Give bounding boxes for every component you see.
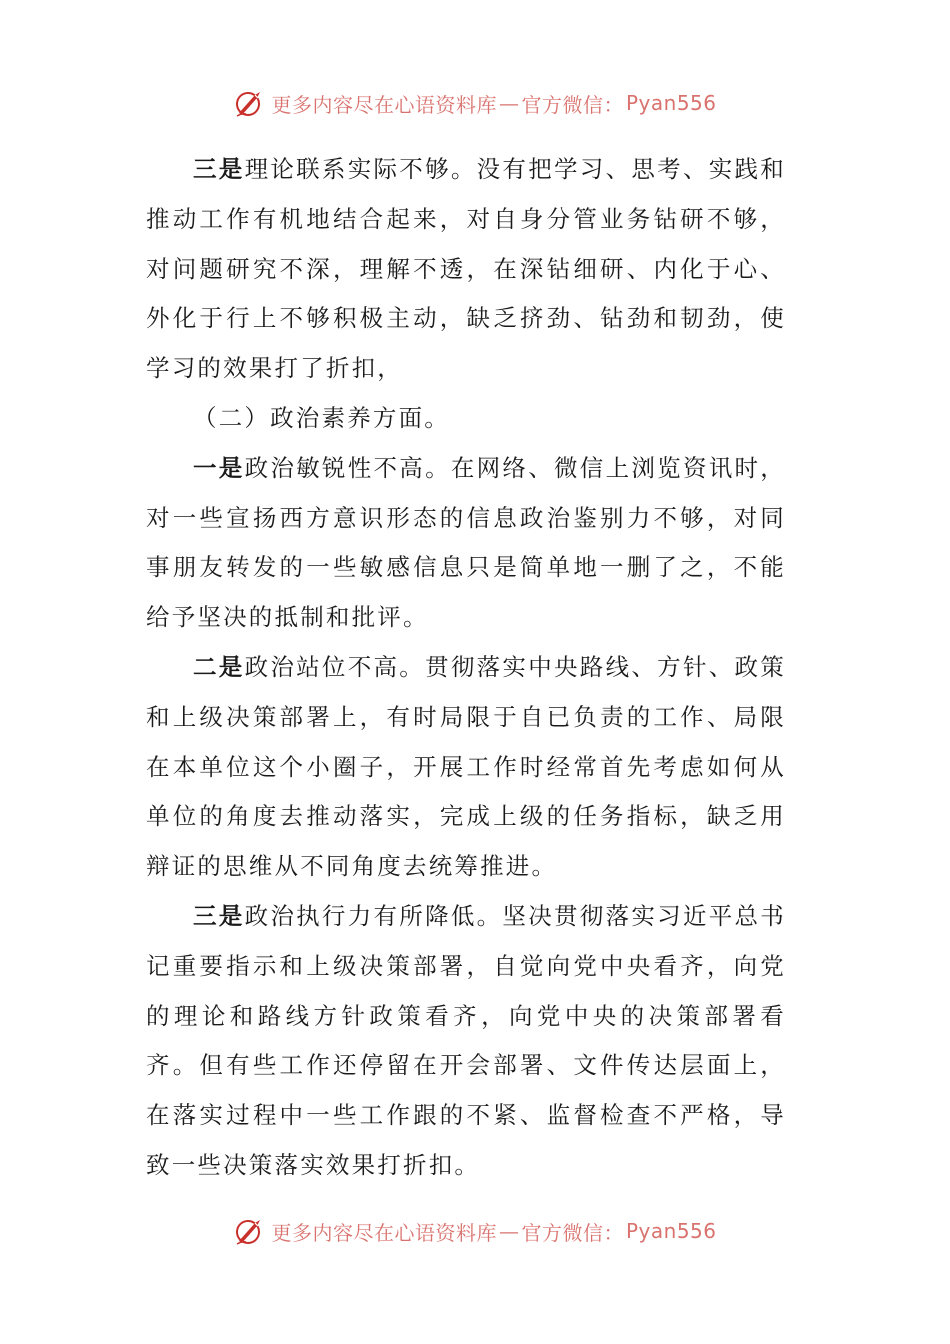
banner-dash: —	[498, 1219, 520, 1243]
paragraph-2-shi-position	[146, 643, 786, 892]
section-heading-political: （二）政治素养方面。	[193, 403, 450, 432]
pen-nib-logo-icon	[233, 87, 265, 119]
banner-wechat-label: 官方微信：	[521, 1220, 624, 1245]
banner-wechat-id: Pyan556	[625, 91, 717, 115]
banner-wechat-label: 官方微信：	[521, 92, 624, 117]
banner-brand-text: 更多内容尽在心语资料库	[271, 92, 497, 117]
paragraph-text: 政治站位不高。贯彻落实中央路线、方针、政策和上级决策部署上，有时局限于自已负责的工作、局限在本单位这个小圈子，开展工作时经常首先考虑如何从单位的角度去推动落实，完成上级的任务指标，缺乏用辩证的思维从不同角度去统筹推进。	[146, 652, 786, 881]
header-banner	[0, 83, 950, 123]
paragraph-text: 政治执行力有所降低。坚决贯彻落实习近平总书记重要指示和上级决策部署，自觉向党中央看齐，向党的理论和路线方针政策看齐，向党中央的决策部署看齐。但有些工作还停留在开会部署、文件传达层面上，在落实过程中一些工作跟的不紧、监督检查不严格，导致一些决策落实效果打折扣。	[146, 901, 786, 1179]
paragraph-lead: 三是	[193, 901, 245, 930]
paragraph-lead: 二是	[193, 652, 245, 681]
paragraph-3-shi-theory	[146, 145, 786, 394]
document-body	[146, 145, 786, 1191]
paragraph-1-shi-sensitivity	[146, 444, 786, 643]
banner-brand-text: 更多内容尽在心语资料库	[271, 1220, 497, 1245]
paragraph-text: 理论联系实际不够。没有把学习、思考、实践和推动工作有机地结合起来，对自身分管业务钻研不够，对问题研究不深，理解不透，在深钻细研、内化于心、外化于行上不够积极主动，缺乏挤劲、钻劲和韧劲，使学习的效果打了折扣，	[146, 155, 786, 383]
banner-wechat-id: Pyan556	[625, 1219, 717, 1243]
paragraph-lead: 三是	[193, 155, 245, 183]
paragraph-3-shi-execution	[146, 892, 786, 1191]
paragraph-lead: 一是	[193, 453, 245, 482]
footer-banner	[0, 1211, 950, 1251]
paragraph-text: 政治敏锐性不高。在网络、微信上浏览资讯时，对一些宣扬西方意识形态的信息政治鉴别力不够，对同事朋友转发的一些敏感信息只是简单地一删了之，不能给予坚决的抵制和批评。	[146, 453, 786, 632]
banner-dash: —	[498, 91, 520, 115]
pen-nib-logo-icon	[233, 1215, 265, 1247]
